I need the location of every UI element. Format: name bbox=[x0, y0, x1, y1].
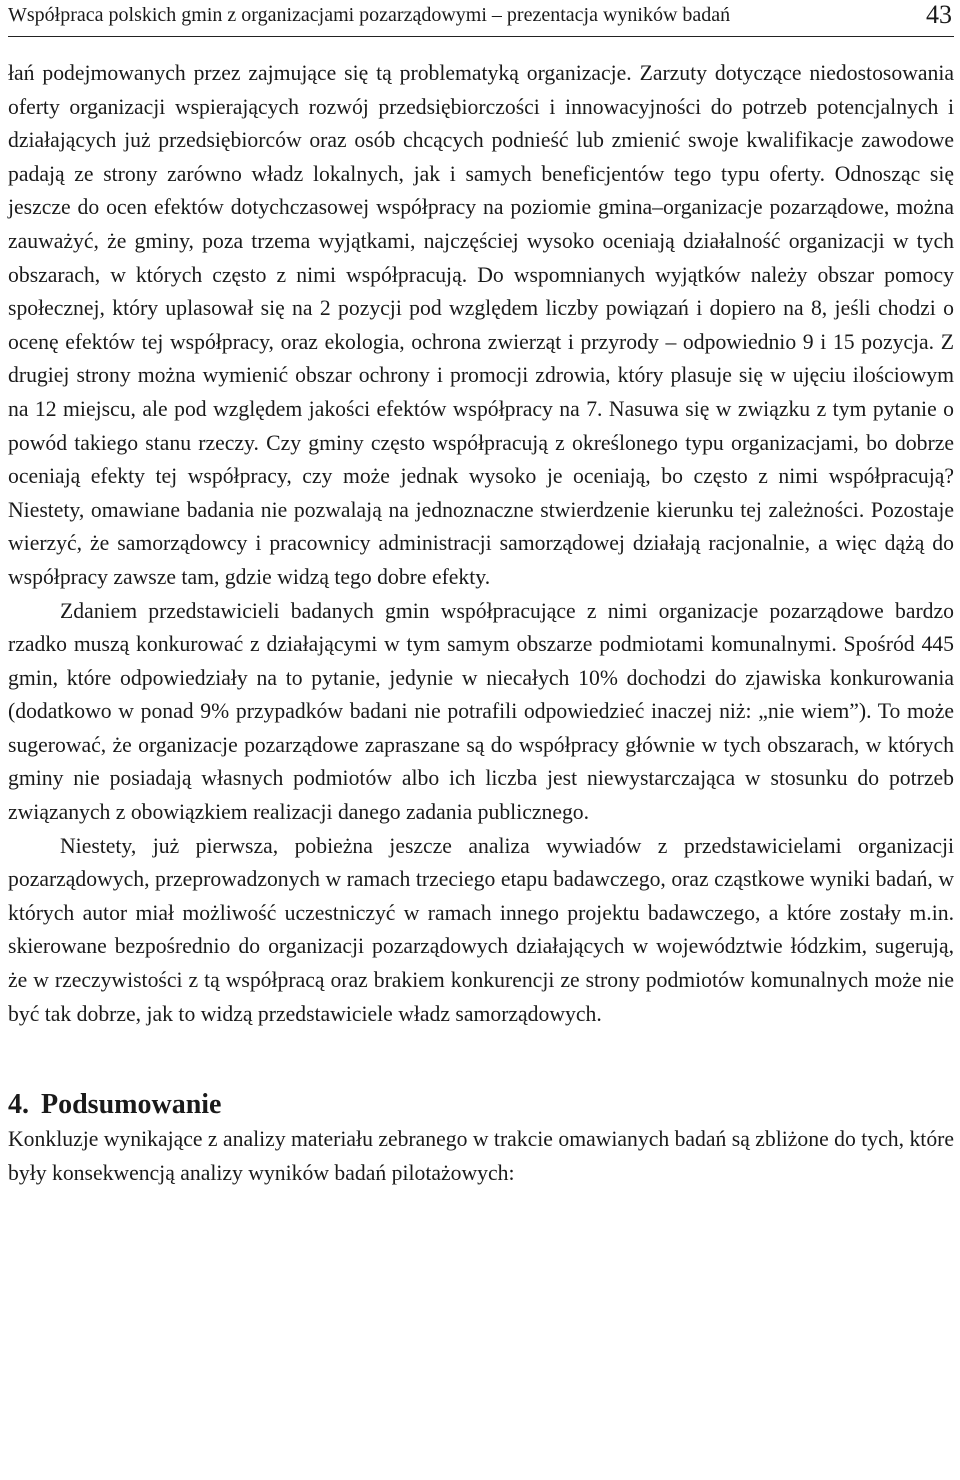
paragraph-interviews: Niestety, już pierwsza, pobieżna jeszcze analiza wywiadów z przedstawicielami organizacji pozarządowych, przeprowadzonych w ramach trzeciego etapu badawczego, oraz cząstkowe wyniki badań, w których autor miał możliwość uczestniczyć w ramach innego projektu badawczego, a które zostały m.in. skierowane bezpośrednio do organizacji pozarządowych działających w województwie łódzkim, sugerują, że w rzeczywistości z tą współpracą oraz brakiem konkurencji ze strony podmiotów komunalnych może nie być tak dobrze, jak to widzą przedstawiciele władz samorządowych. bbox=[8, 833, 954, 1026]
document-page bbox=[8, 0, 954, 1190]
running-header-title: Współpraca polskich gmin z organizacjami pozarządowymi – prezentacja wyników badań bbox=[8, 4, 731, 26]
paragraph-continuation: łań podejmowanych przez zajmujące się tą problematyką organizacje. Zarzuty dotyczące niedostosowania oferty organizacji wspierających rozwój przedsiębiorczości i innowacyjności do potrzeb potencjalnych i działających już przedsiębiorców oraz osób chcących podnieść lub zmienić swoje kwalifikacje zawodowe padają ze strony zarówno władz lokalnych, jak i samych beneficjentów tego typu oferty. Odnosząc się jeszcze do ocen efektów dotychczasowej współpracy na poziomie gmina–organizacje pozarządowe, można zauważyć, że gminy, poza trzema wyjątkami, najczęściej wysoko oceniają działalność organizacji w tych obszarach, w których często z nimi współpracują. Do wspomnianych wyjątków należy obszar pomocy społecznej, który uplasował się na 2 pozycji pod względem liczby powiązań i dopiero na 8, jeśli chodzi o ocenę efektów tej współpracy, oraz ekologia, ochrona zwierząt i przyrody – odpowiednio 9 i 15 pozycja. Z drugiej strony można wymienić obszar ochrony i promocji zdrowia, który plasuje się w ujęciu ilościowym na 12 miejscu, ale pod względem jakości efektów współpracy na 7. Nasuwa się w związku z tym pytanie o powód takiego stanu rzeczy. Czy gminy często współpracują z określonego typu organizacjami, bo dobrze oceniają efekty tej współpracy, czy może jednak wysoko je oceniają, bo często z nimi współpracują? Niestety, omawiane badania nie pozwalają na jednoznaczne stwierdzenie kierunku tej zależności. Pozostaje wierzyć, że samorządowcy i pracownicy administracji samorządowej działają racjonalnie, a więc dążą do współpracy zawsze tam, gdzie widzą tego dobre efekty. bbox=[8, 61, 954, 589]
section-heading bbox=[8, 1087, 954, 1123]
running-header bbox=[8, 0, 954, 37]
body-text bbox=[8, 57, 954, 1190]
paragraph-conclusions: Konkluzje wynikające z analizy materiału zebranego w trakcie omawianych badań są zbliżone do tych, które były konsekwencją analizy wyników badań pilotażowych: bbox=[8, 1127, 955, 1185]
section-title: Podsumowanie bbox=[41, 1089, 222, 1121]
section-number: 4. bbox=[8, 1089, 29, 1121]
paragraph-competition: Zdaniem przedstawicieli badanych gmin współpracujące z nimi organizacje pozarządowe bardzo rzadko muszą konkurować z działającymi w tym samym obszarze podmiotami komunalnymi. Spośród 445 gmin, które odpowiedziały na to pytanie, jedynie w niecałych 10% dochodzi do zjawiska konkurowania (dodatkowo w ponad 9% przypadków badani nie potrafili odpowiedzieć inaczej niż: „nie wiem”). To może sugerować, że organizacje pozarządowe zapraszane są do współpracy głównie w tych obszarach, w których gminy nie posiadają własnych podmiotów albo ich liczba jest niewystarczająca w stosunku do potrzeb związanych z obowiązkiem realizacji danego zadania publicznego. bbox=[8, 598, 954, 825]
page-number: 43 bbox=[926, 0, 952, 29]
